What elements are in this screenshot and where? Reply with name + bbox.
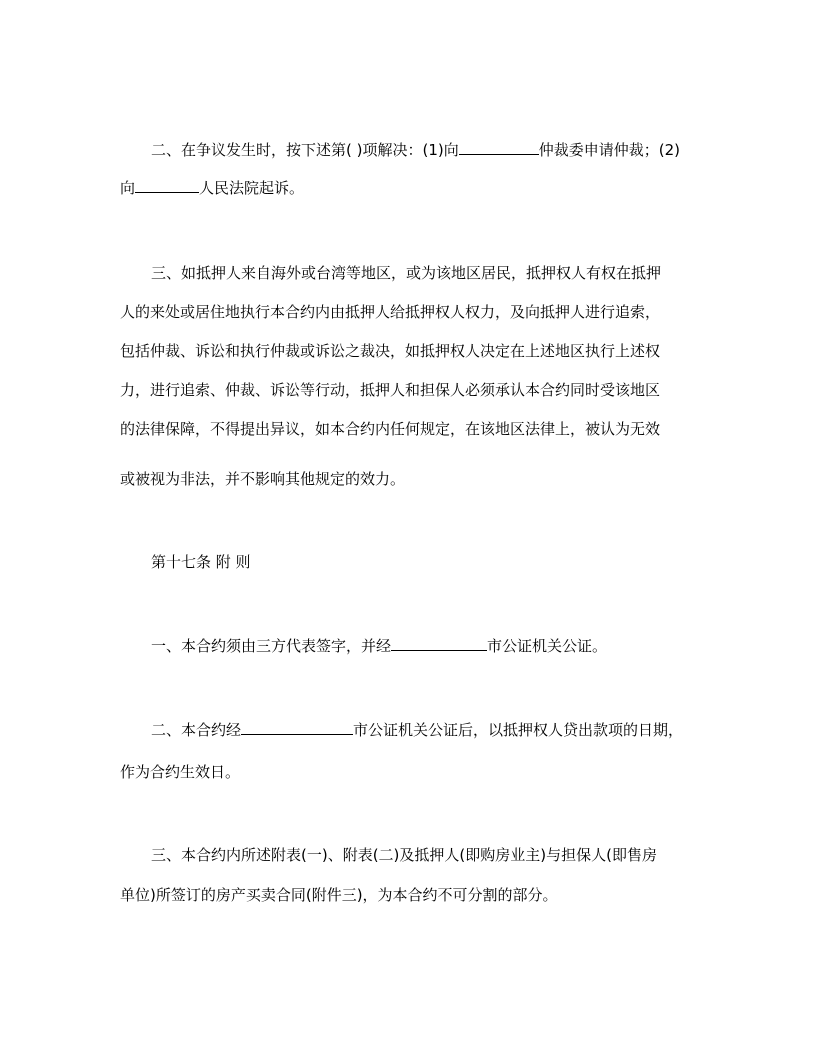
clause3-line: 的法律保障，不得提出异议，如本合约内任何规定，在该地区法律上，被认为无效 bbox=[120, 420, 661, 438]
article17-item2-line2: 作为合约生效日。 bbox=[120, 763, 241, 781]
item1-text-a: 一、本合约须由三方代表签字，并经 bbox=[151, 637, 392, 655]
item1-text-b: 市公证机关公证。 bbox=[487, 637, 608, 655]
clause2-text-c: 向 bbox=[120, 179, 136, 197]
blank-notary-city bbox=[391, 636, 487, 651]
article17-item1 bbox=[151, 636, 607, 656]
clause3-line: 力，进行追索、仲裁、诉讼等行动，抵押人和担保人必须承认本合约同时受该地区 bbox=[120, 381, 661, 399]
clause2-text-a: 二、在争议发生时，按下述第( )项解决：(1)向 bbox=[151, 141, 459, 159]
clause3-line: 包括仲裁、诉讼和执行仲裁或诉讼之裁决，如抵押权人决定在上述地区执行上述权 bbox=[120, 342, 661, 360]
article17-item3-line2: 单位)所签订的房产买卖合同(附件三)，为本合约不可分割的部分。 bbox=[120, 886, 558, 904]
clause2-text-b: 仲裁委申请仲裁；(2) bbox=[538, 141, 680, 159]
clause2-text-d: 人民法院起诉。 bbox=[199, 179, 305, 197]
article17-item3-line1: 三、本合约内所述附表(一)、附表(二)及抵押人(即购房业主)与担保人(即售房 bbox=[151, 846, 657, 864]
blank-court bbox=[135, 178, 199, 193]
article17-heading: 第十七条 附 则 bbox=[151, 553, 251, 571]
blank-notary-city-2 bbox=[241, 720, 353, 735]
item2-text-a: 二、本合约经 bbox=[151, 721, 242, 739]
article17-item2-line1 bbox=[151, 720, 683, 740]
clause2-line1 bbox=[151, 140, 680, 160]
item2-text-b: 市公证机关公证后，以抵押权人贷出款项的日期， bbox=[353, 721, 684, 739]
clause2-line2 bbox=[120, 178, 304, 198]
blank-arbitration bbox=[459, 140, 539, 155]
clause3-line: 人的来处或居住地执行本合约内由抵押人给抵押权人权力，及向抵押人进行追索， bbox=[120, 303, 661, 321]
clause3-line: 三、如抵押人来自海外或台湾等地区，或为该地区居民，抵押权人有权在抵押 bbox=[151, 264, 662, 282]
clause3-line: 或被视为非法，并不影响其他规定的效力。 bbox=[120, 470, 406, 488]
